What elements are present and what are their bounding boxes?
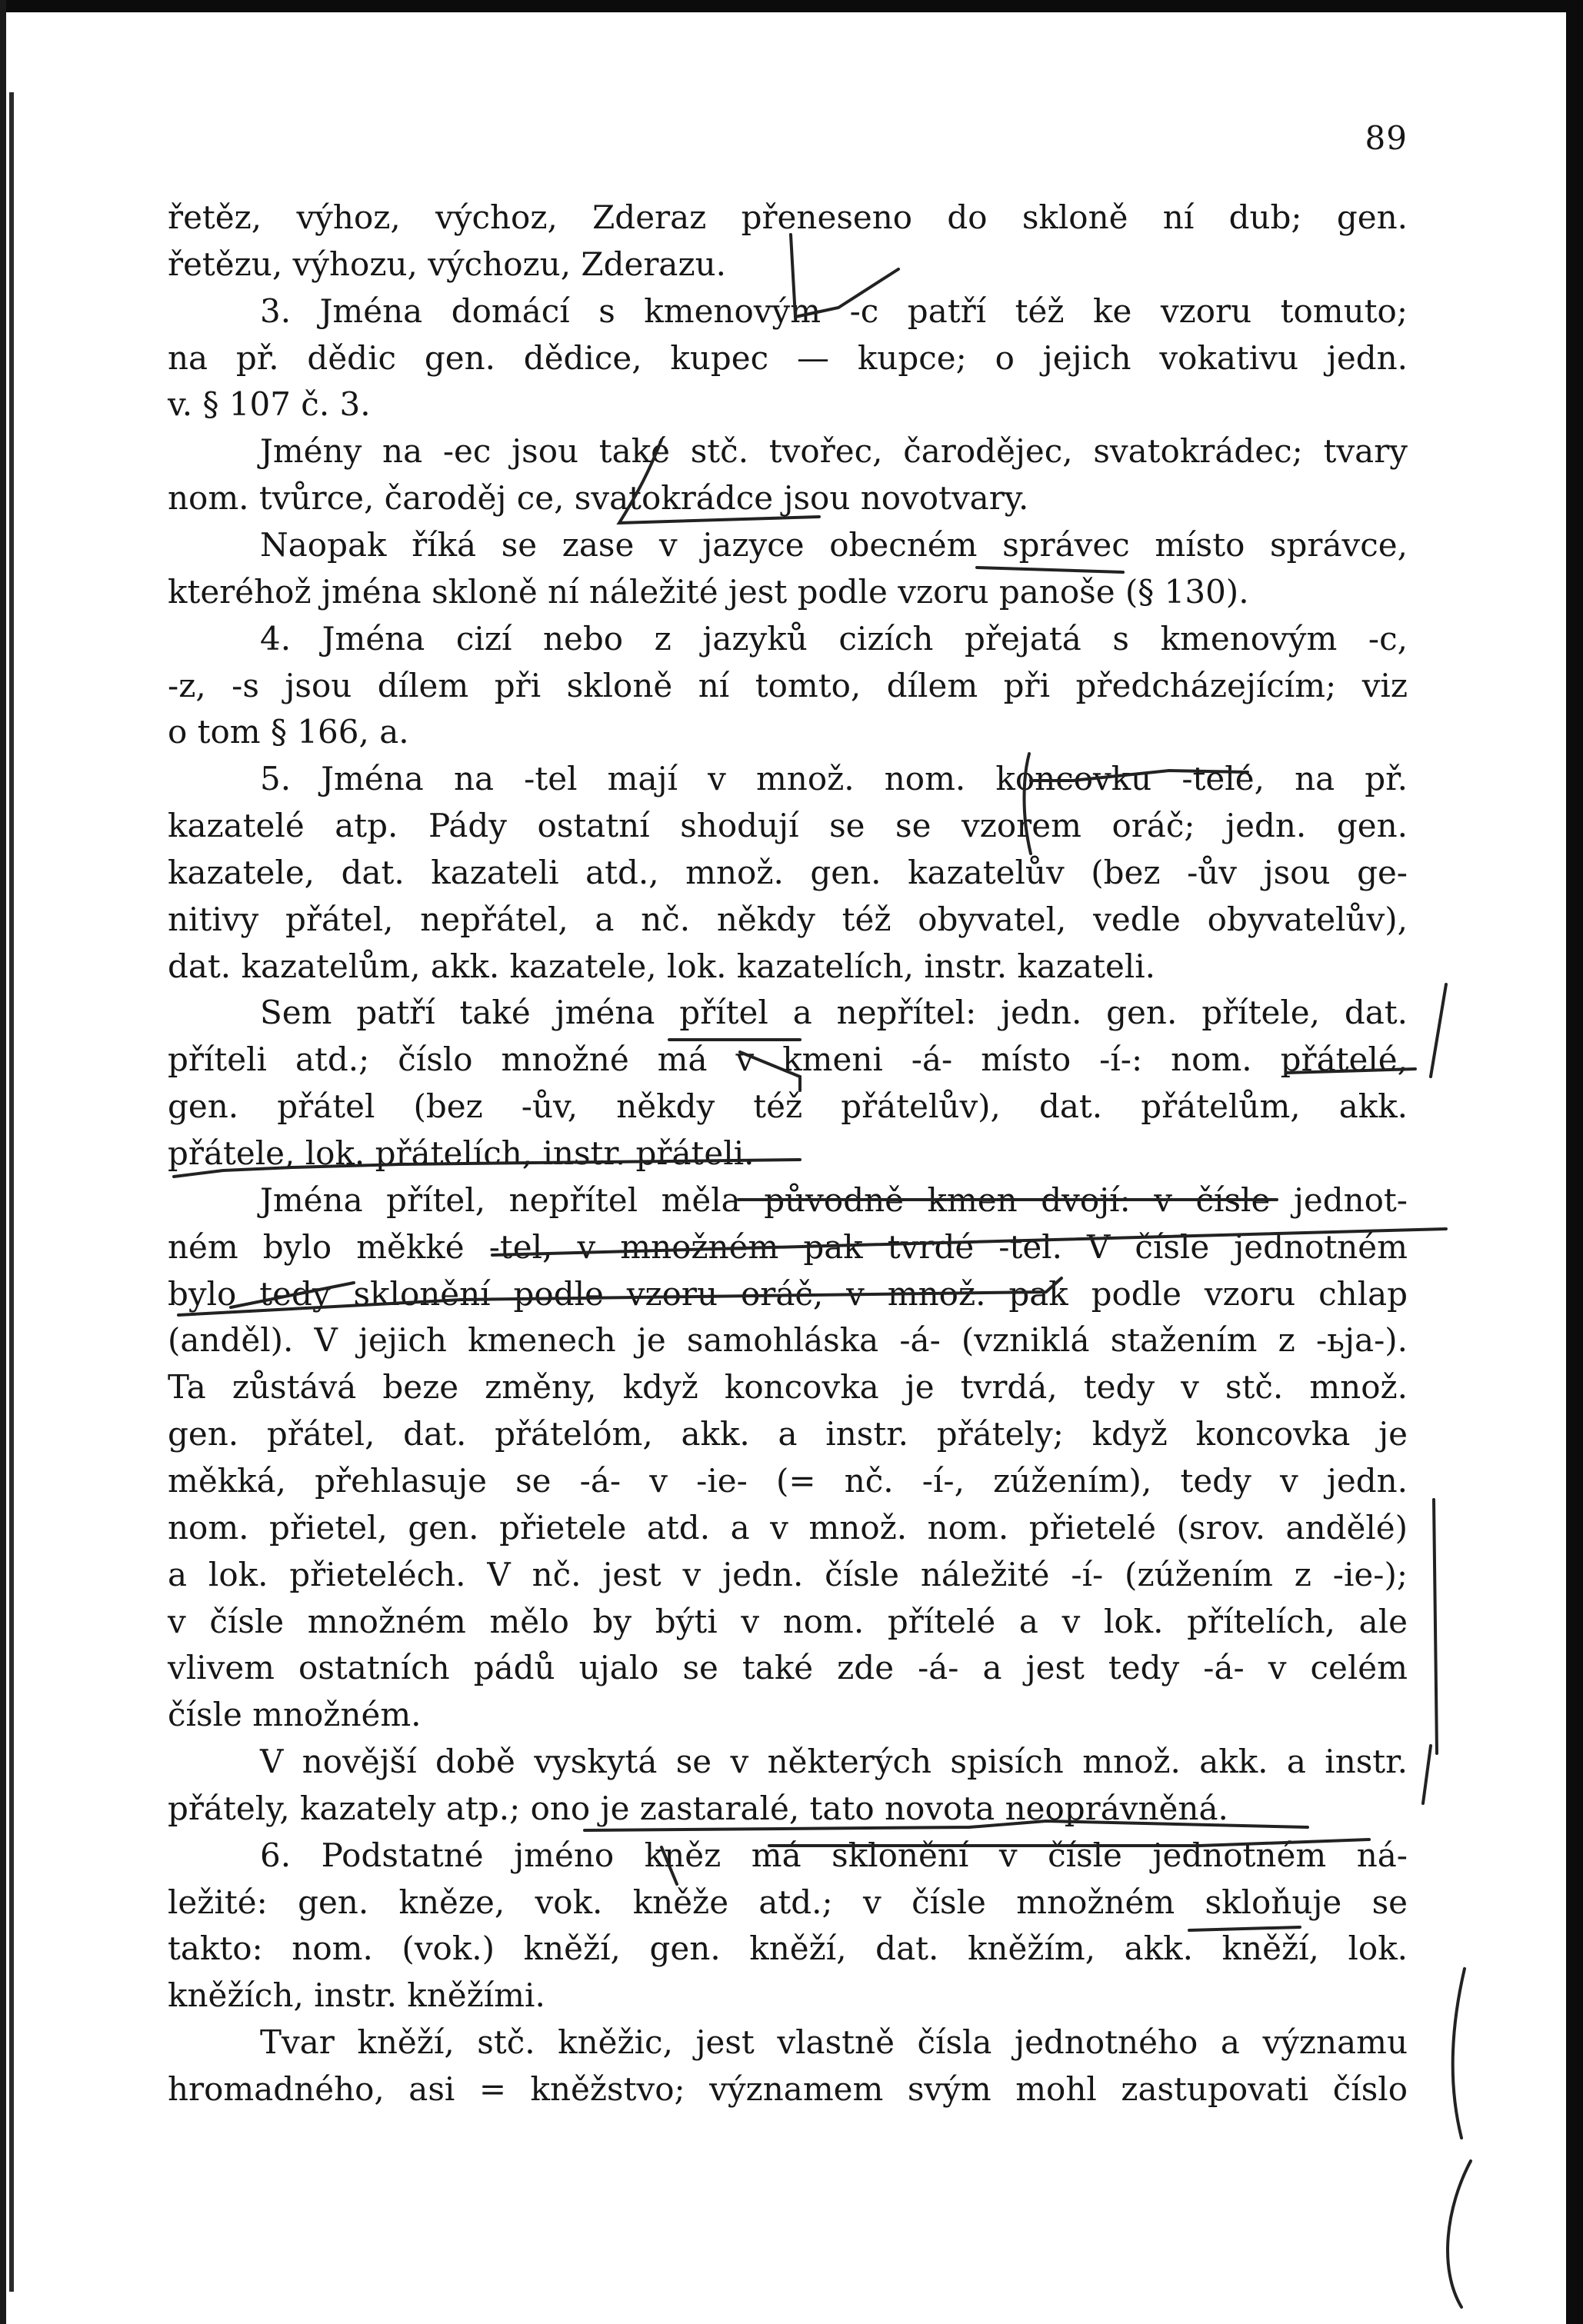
text-line: Naopak říká se zase v jazyce obecném správec místo správce, [260,525,1408,564]
text-line: -z, -s jsou dílem při skloně ní tomto, dílem při předcházejícím; viz [168,666,1408,704]
text-line: vlivem ostatních pádů ujalo se také zde -á- a jest tedy -á- v celém [168,1649,1408,1687]
text-line: kazatelé atp. Pády ostatní shodují se se vzorem oráč; jedn. gen. [168,807,1408,845]
margin-line [1434,1500,1437,1753]
text-line: o tom § 166, a. [168,713,409,751]
text-line: dat. kazatelům, akk. kazatele, lok. kazatelích, instr. kazateli. [168,947,1156,985]
scan-frame-shadow [9,92,14,2292]
text-line: přátely, kazately atp.; ono je zastaralé, tato novota neoprávněná. [168,1789,1228,1827]
text-line: gen. přátel (bez -ův, někdy též přátelův), dat. přátelům, akk. [168,1087,1408,1126]
text-line: nom. přietel, gen. přietele atd. a v množ. nom. přietelé (srov. andělé) [168,1508,1408,1547]
text-line: kazatele, dat. kazateli atd., množ. gen. kazatelův (bez -ův jsou ge- [168,853,1408,891]
text-line: Ta zůstává beze změny, když koncovka je tvrdá, tedy v stč. množ. [168,1368,1408,1407]
text-line: řetěz, výhoz, výchoz, Zderaz přeneseno do skloně ní dub; gen. [168,198,1408,236]
text-line: hromadného, asi = kněžstvo; významem svým mohl zastupovati číslo [168,2070,1408,2108]
text-line: nom. tvůrce, čaroděj ce, svatokrádce jsou novotvary. [168,479,1029,518]
text-line: 6. Podstatné jméno kněz má sklonění v čísle jednotném ná- [260,1836,1408,1874]
text-line: příteli atd.; číslo množné má v kmeni -á- místo -í-: nom. přátelé, [168,1040,1408,1079]
text-line: v. § 107 č. 3. [168,385,371,424]
text-line: Tvar kněží, stč. kněžic, jest vlastně čísla jednotného a významu [260,2023,1408,2062]
text-line: 4. Jména cizí nebo z jazyků cizích přejatá s kmenovým -c, [260,619,1408,658]
text-line: 3. Jména domácí s kmenovým -c patří též ke vzoru tomuto; [260,291,1408,330]
text-line: kteréhož jména skloně ní náležité jest podle vzoru panoše (§ 130). [168,572,1249,611]
page-number: 89 [1365,119,1408,157]
text-line: Jména přítel, nepřítel měla původně kmen dvojí: v čísle jednot- [260,1180,1408,1219]
text-line: V novější době vyskytá se v některých spisích množ. akk. a instr. [260,1743,1408,1781]
margin-line [1423,1746,1431,1803]
text-line: nitivy přátel, nepřátel, a nč. někdy též obyvatel, vedle obyvatelův), [168,900,1408,938]
text-line: měkká, přehlasuje se -á- v -ie- (= nč. -í-, zúžením), tedy v jedn. [168,1461,1408,1500]
text-line: ležité: gen. kněze, vok. kněže atd.; v čísle množném skloňuje se [168,1883,1408,1921]
text-line: řetězu, výhozu, výchozu, Zderazu. [168,245,726,283]
text-line: v čísle množném mělo by býti v nom. přítelé a v lok. přítelích, ale [168,1602,1408,1640]
text-line: Sem patří také jména přítel a nepřítel: jedn. gen. přítele, dat. [260,994,1408,1032]
text-line: a lok. přieteléch. V nč. jest v jedn. čísle náležité -í- (zúžením z -ie-); [168,1555,1408,1593]
scan-frame-right [1566,0,1583,2324]
margin-bracket [1453,1969,1465,2138]
text-line: kněžích, instr. kněžími. [168,1976,545,2015]
margin-line [1431,984,1446,1077]
text-line: 5. Jména na -tel mají v množ. nom. koncovku -telé, na př. [260,760,1408,798]
scan-frame-left [0,0,6,2324]
text-line: bylo tedy sklonění podle vzoru oráč, v množ. pak podle vzoru chlap [168,1274,1408,1313]
scan-frame-top [0,0,1583,12]
text-line: Jmény na -ec jsou také stč. tvořec, čarodějec, svatokrádec; tvary [260,432,1408,471]
text-line: přátele, lok. přátelích, instr. přáteli. [168,1134,755,1172]
text-line: na př. dědic gen. dědice, kupec — kupce; o jejich vokativu jedn. [168,338,1408,377]
text-line: ném bylo měkké -tel, v množném pak tvrdé -tel. V čísle jednotném [168,1227,1408,1266]
text-line: (anděl). V jejich kmenech je samohláska -á- (vzniklá stažením z -ьja-). [168,1321,1408,1360]
text-line: gen. přátel, dat. přátelóm, akk. a instr. přátely; když koncovka je [168,1415,1408,1453]
text-line: čísle množném. [168,1696,422,1734]
margin-bracket [1448,2161,1471,2307]
text-line: takto: nom. (vok.) kněží, gen. kněží, dat. kněžím, akk. kněží, lok. [168,1929,1408,1968]
